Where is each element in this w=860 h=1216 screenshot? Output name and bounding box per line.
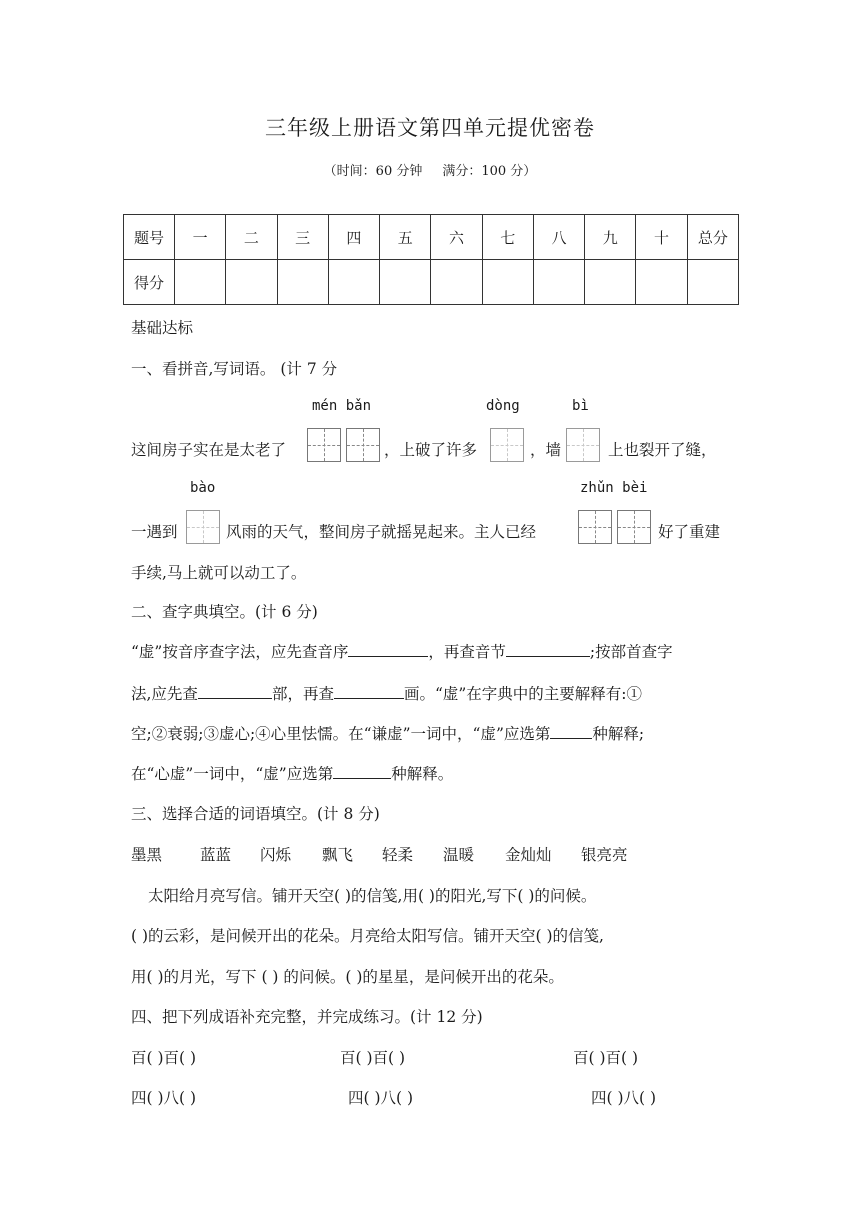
score-header-cell: 九 [585, 215, 636, 260]
q2-text: “虚”按音序查字法，应先查音序 [131, 643, 349, 661]
q2-line-3 [131, 722, 644, 744]
q4-heading: 四、把下列成语补充完整，并完成练习。(计 12 分) [131, 1008, 483, 1026]
word-choice: 飘飞 [322, 846, 354, 864]
q2-text: 空;②衰弱;③虚心;④心里怯懦。在“谦虚”一词中，“虚”应选第 [131, 725, 551, 743]
q2-heading: 二、查字典填空。(计 6 分) [131, 603, 318, 621]
score-input-cell[interactable] [328, 260, 379, 305]
word-choice: 蓝蓝 [200, 846, 232, 864]
q3-heading: 三、选择合适的词语填空。(计 8 分) [131, 805, 380, 823]
word-choice: 轻柔 [382, 846, 414, 864]
score-header-cell: 四 [328, 215, 379, 260]
exam-info [0, 160, 860, 179]
score-input-cell[interactable] [226, 260, 277, 305]
q2-text: 种解释; [592, 725, 645, 743]
word-choice: 温暖 [443, 846, 475, 864]
answer-blank-bihua[interactable] [334, 682, 404, 699]
q2-text: 法,应先查 [131, 685, 198, 703]
q2-text: 画。“虚”在字典中的主要解释有:① [403, 685, 643, 703]
writing-box-bao[interactable] [186, 510, 220, 544]
word-choice: 金灿灿 [505, 846, 552, 864]
q3-passage-line: ( )的云彩，是问候开出的花朵。月亮给太阳写信。铺开天空( )的信笺, [131, 927, 604, 945]
idiom-blank[interactable]: 百( )百( ) [573, 1049, 639, 1067]
score-input-cell[interactable] [482, 260, 533, 305]
answer-blank-qianxu[interactable] [550, 722, 592, 739]
q1-text-1a: 这间房子实在是太老了 [131, 441, 287, 459]
score-input-cell[interactable] [175, 260, 226, 305]
score-input-cell[interactable] [380, 260, 431, 305]
pinyin-bi: bì [572, 398, 589, 414]
writing-box-men[interactable] [307, 428, 341, 462]
score-header-cell: 总分 [687, 215, 738, 260]
idiom-blank[interactable]: 四( )八( ) [348, 1089, 414, 1107]
idiom-blank[interactable]: 百( )百( ) [131, 1049, 197, 1067]
writing-box-bei[interactable] [617, 510, 651, 544]
q2-text: ;按部首查字 [589, 643, 673, 661]
score-input-cell[interactable] [277, 260, 328, 305]
writing-box-dong[interactable] [490, 428, 524, 462]
q2-line-1 [131, 640, 673, 662]
q2-line-2 [131, 682, 642, 704]
q3-passage-line: 用( )的月光，写下 ( ) 的问候。( )的星星，是问候开出的花朵。 [131, 968, 564, 986]
score-input-cell[interactable] [585, 260, 636, 305]
word-choice: 墨黑 [131, 846, 163, 864]
time-limit: （时间：60 分钟 [323, 164, 423, 179]
word-choice: 银亮亮 [581, 846, 628, 864]
score-table [123, 214, 739, 305]
section-heading: 基础达标 [131, 319, 194, 337]
writing-box-bi[interactable] [566, 428, 600, 462]
q1-text-3: 手续,马上就可以动工了。 [131, 564, 307, 582]
q1-text-2b: 风雨的天气，整间房子就摇晃起来。主人已经 [226, 523, 537, 541]
pinyin-bao: bào [190, 480, 216, 496]
pinyin-dong: dòng [486, 398, 520, 414]
score-input-cell[interactable] [636, 260, 687, 305]
q2-text: 在“心虚”一词中，“虚”应选第 [131, 765, 334, 783]
score-input-cell[interactable] [687, 260, 738, 305]
idiom-blank[interactable]: 四( )八( ) [131, 1089, 197, 1107]
score-header-cell: 十 [636, 215, 687, 260]
score-table-header-row [124, 215, 739, 260]
writing-box-zhun[interactable] [578, 510, 612, 544]
q2-text: ，再查音节 [428, 643, 506, 661]
score-row-label: 得分 [124, 260, 175, 305]
answer-blank-yinxu[interactable] [348, 640, 428, 657]
score-header-cell: 一 [175, 215, 226, 260]
answer-blank-yinjie[interactable] [506, 640, 590, 657]
q1-text-1b: ，上破了许多 [384, 441, 478, 459]
score-input-cell[interactable] [431, 260, 482, 305]
score-header-cell: 题号 [124, 215, 175, 260]
score-header-cell: 三 [277, 215, 328, 260]
score-header-cell: 六 [431, 215, 482, 260]
word-choice: 闪烁 [260, 846, 292, 864]
score-header-cell: 二 [226, 215, 277, 260]
q2-text: 种解释。 [391, 765, 454, 783]
score-header-cell: 八 [533, 215, 584, 260]
q1-text-2c: 好了重建 [658, 523, 721, 541]
score-input-cell[interactable] [533, 260, 584, 305]
q2-text: 部，再查 [271, 685, 334, 703]
score-table-score-row [124, 260, 739, 305]
pinyin-zhunbei: zhǔn bèi [580, 480, 648, 496]
answer-blank-bushou[interactable] [198, 682, 272, 699]
q1-text-1c: ，墙 [530, 441, 562, 459]
page-title: 三年级上册语文第四单元提优密卷 [265, 116, 595, 140]
q1-text-2a: 一遇到 [131, 523, 178, 541]
q2-line-4 [131, 762, 453, 784]
writing-box-ban[interactable] [346, 428, 380, 462]
idiom-blank[interactable]: 百( )百( ) [340, 1049, 406, 1067]
q3-passage-line: 太阳给月亮写信。铺开天空( )的信笺,用( )的阳光,写下( )的问候。 [148, 887, 597, 905]
full-score: 满分：100 分） [442, 164, 537, 179]
idiom-blank[interactable]: 四( )八( ) [591, 1089, 657, 1107]
answer-blank-xinxu[interactable] [333, 762, 391, 779]
score-header-cell: 五 [380, 215, 431, 260]
score-header-cell: 七 [482, 215, 533, 260]
pinyin-menban: mén bǎn [312, 398, 372, 414]
q1-heading: 一、看拼音,写词语。 (计 7 分 [131, 360, 338, 378]
q1-text-1d: 上也裂开了缝， [608, 441, 717, 459]
